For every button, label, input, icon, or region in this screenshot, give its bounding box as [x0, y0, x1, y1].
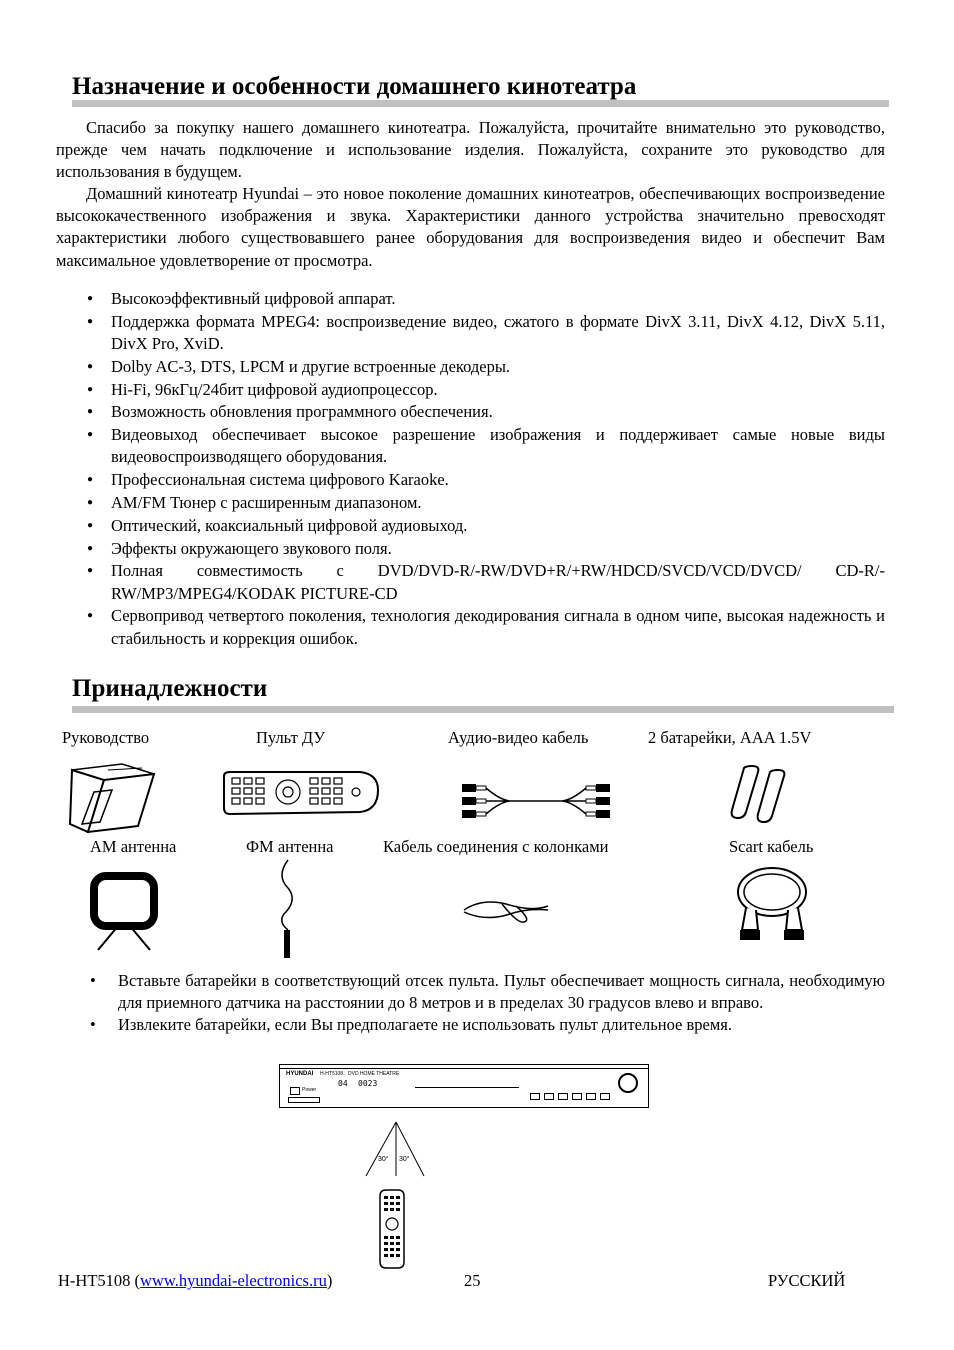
- title-underline: [72, 706, 894, 713]
- caption-manual: Руководство: [62, 728, 150, 747]
- angle-left-label: 30°: [378, 1156, 389, 1163]
- av-cable-icon: [460, 776, 612, 826]
- list-item: ● AM/FM Тюнер с расширенным диапазоном.: [111, 492, 885, 514]
- caption-scart-cable: Scart кабель: [729, 837, 814, 856]
- disc-tray: [415, 1079, 519, 1088]
- remote-notes-list: [118, 970, 885, 1037]
- caption-speaker-cable: Кабель соединения с колонками: [383, 837, 609, 856]
- brand-logo: HYUNDAI: [286, 1071, 314, 1077]
- list-item: ● Эффекты окружающего звукового поля.: [111, 538, 885, 560]
- list-item: ● Возможность обновления программного обеспечения.: [111, 401, 885, 423]
- model-desc-label: DVD HOME THEATRE: [348, 1071, 400, 1077]
- caption-am-antenna: AM антенна: [90, 837, 177, 856]
- scart-cable-icon: [734, 864, 810, 944]
- caption-remote: Пульт ДУ: [256, 728, 326, 747]
- angle-right-label: 30°: [399, 1156, 410, 1163]
- power-indicator: [290, 1087, 300, 1095]
- power-button: [288, 1097, 320, 1103]
- feature-list: [111, 288, 885, 650]
- footer-model-close: ): [326, 1271, 333, 1290]
- list-item: • Извлеките батарейки, если Вы предполагаете не использовать пульт длительное время.: [118, 1014, 885, 1036]
- list-item: ● Dolby AC-3, DTS, LPCM и другие встроенные декодеры.: [111, 356, 885, 378]
- panel-button: [586, 1093, 596, 1100]
- footer-website-link[interactable]: www.hyundai-electronics.ru: [140, 1271, 327, 1290]
- page-number: 25: [464, 1271, 481, 1290]
- am-antenna-icon: [88, 872, 160, 954]
- list-item: • Вставьте батарейки в соответствующий отсек пульта. Пульт обеспечивает мощность сигнала, необходимую для приемного датчика на расстоянии до 8 метров и в пределах 30 градусов влево и вправо.: [118, 970, 885, 1014]
- remote-vertical-icon: [376, 1188, 408, 1270]
- caption-av-cable: Аудио-видео кабель: [448, 728, 589, 747]
- speaker-cable-icon: [462, 892, 552, 926]
- title-underline: [72, 100, 889, 107]
- footer-model: [58, 1271, 332, 1291]
- caption-fm-antenna: ФМ антенна: [246, 837, 334, 856]
- manual-icon: [68, 762, 158, 834]
- remote-control-icon: [220, 770, 380, 816]
- panel-button: [530, 1093, 540, 1100]
- list-item: ● Высокоэффективный цифровой аппарат.: [111, 288, 885, 310]
- display-readout: 0023: [358, 1079, 378, 1088]
- panel-button: [600, 1093, 610, 1100]
- footer-model-text: H-HT5108 (: [58, 1271, 141, 1290]
- dvd-front-panel: [279, 1064, 649, 1108]
- list-item: ● Hi-Fi, 96кГц/24бит цифровой аудиопроцессор.: [111, 379, 885, 401]
- display-prefix: 04: [338, 1079, 348, 1088]
- list-item: ● Полная совместимость с DVD/DVD-R/-RW/DVD+R/+RW/HDCD/SVCD/VCD/DVCD/ CD-R/-RW/MP3/MPEG4/KODAK PICTURE-CD: [111, 560, 885, 604]
- panel-button: [558, 1093, 568, 1100]
- intro-paragraph-2: Домашний кинотеатр Hyundai – это новое поколение домашних кинотеатров, обеспечивающих воспроизведение высококачественного изображения и звука. Характеристики данного устройства значительно превосходят характеристики любого существовавшего ранее оборудования для воспроизведения видео и обеспечит Вам максимальное удовлетворение от просмотра.: [56, 184, 885, 270]
- intro-paragraph-1: Спасибо за покупку нашего домашнего кинотеатра. Пожалуйста, прочитайте внимательно это руководство, прежде чем начать подключение и использование изделия. Пожалуйста, сохраните это руководство для использования в будущем.: [56, 118, 885, 182]
- section-title-features: Назначение и особенности домашнего кинотеатра: [72, 73, 637, 100]
- list-item: ● Поддержка формата MPEG4: воспроизведение видео, сжатого в формате DivX 3.11, DivX 4.12, DivX 5.11, DivX Pro, XviD.: [111, 311, 885, 355]
- panel-button: [572, 1093, 582, 1100]
- panel-button: [544, 1093, 554, 1100]
- power-label: Power: [302, 1087, 317, 1093]
- caption-batteries: 2 батарейки, AAA 1.5V: [648, 728, 812, 747]
- footer-language: РУССКИЙ: [768, 1271, 846, 1290]
- batteries-icon: [722, 764, 788, 822]
- list-item: ● Сервопривод четвертого поколения, технология декодирования сигнала в одном чипе, высокая надежность и стабильность и коррекция ошибок.: [111, 605, 885, 649]
- fm-antenna-icon: [272, 858, 302, 960]
- list-item: ● Оптический, коаксиальный цифровой аудиовыход.: [111, 515, 885, 537]
- list-item: ● Профессиональная система цифрового Karaoke.: [111, 469, 885, 491]
- model-label: H-HT5108: [320, 1071, 344, 1077]
- list-item: ● Видеовыход обеспечивает высокое разрешение изображения и поддерживает самые новые виды видеовоспроизводящего оборудования.: [111, 424, 885, 468]
- section-title-accessories: Принадлежности: [72, 675, 268, 702]
- volume-knob: [618, 1073, 638, 1093]
- angle-diagram: [360, 1118, 430, 1182]
